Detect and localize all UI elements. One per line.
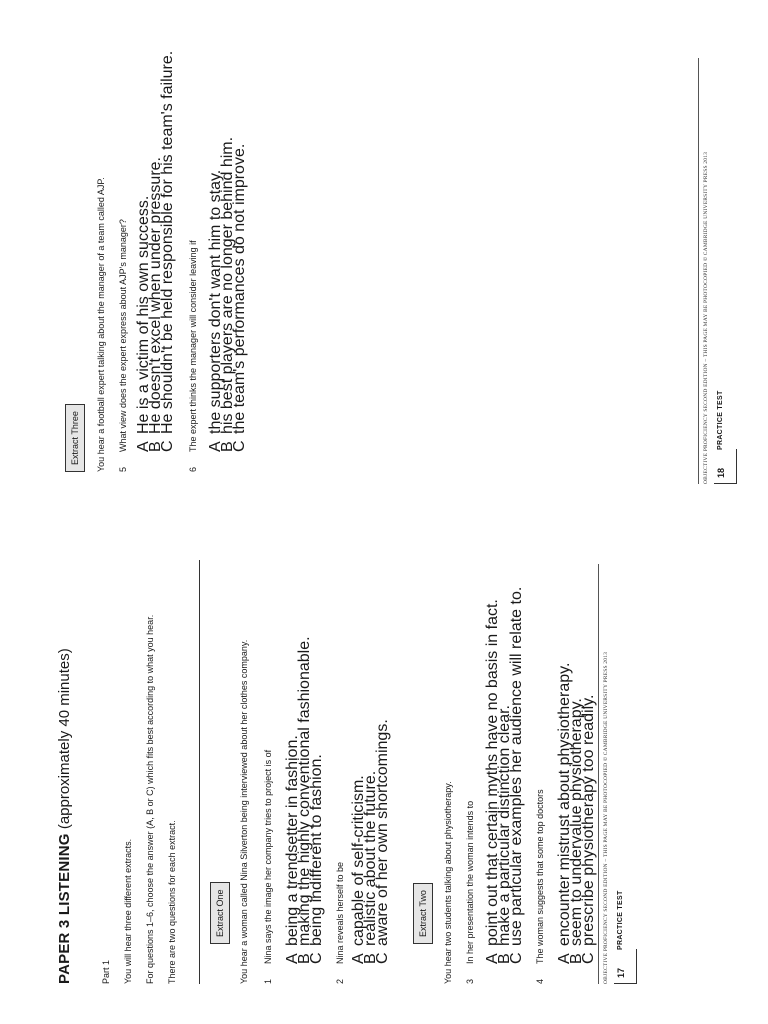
rotated-page-spread: PAPER 3 LISTENING (approximately 40 minutes) Part 1 You will hear three different extracts. For questions 1–6, choose the answer (A, B or C) which fits best according to what you hear. There are two questions for each extract. Extract One You hear a woman called Nina Silverton being interviewed about her clothes company. 1 Nina says the image her company tries to project is of A being a trendsetter in fashion. B making the highly conventional fashionable. C being indifferent to fashion. 2 Nina reveals herself to be A capable of self-criticism. B realistic about the future. C aware of her own shortcomings. Extract Two You hear two students talking about physiotherapy. 3 In her presentation the woman intends to A point out that certain myths have no basis in fact. B make a particular distinction clear. C use particular examples her audience will relate to. 4 The woman suggests that some top doctors A encounter mistrust about physiotherapy. B seem to undervalue physiotherapy. C prescribe physiotherapy too readily. OBJECTIVE PROFICIENCY SECOND EDITION – THIS PAGE MAY BE PHOTOCOPIED © CAMBRIDGE UNIVERSITY PRESS 2013 17 PRACTICE TEST Extract Three You hear a football expert talking about the manager of a team called AJP. 5 What view does the expert express about AJP's manager? A He is a victim of his own success. B He doesn't excel when under pressure. C He shouldn't be held responsible for his team's failure. 6 The expert thinks the manager will consider leaving if A the supporters don't want him to stay. B his best players are no longer behind him. C the team's performances do not improve. OBJECTIVE PROFICIENCY SECOND EDITION – THIS PAGE MAY BE PHOTOCOPIED © CAMBRIDGE UNIVERSITY PRESS 2013 18 PRACTICE TEST — [0, 0, 768, 1024]
left-page-number: 17 — [614, 949, 637, 984]
extract-three-label: Extract Three — [65, 404, 85, 472]
part-heading: Part 1 — [101, 959, 111, 984]
extract-two-intro: You hear two students talking about physiotherapy. — [443, 781, 453, 984]
right-footer-rule — [698, 58, 699, 484]
left-section-label: PRACTICE TEST — [617, 890, 624, 950]
extract-two-label: Extract Two — [413, 883, 433, 944]
extract-three-intro: You hear a football expert talking about the manager of a team called AJP. — [96, 177, 106, 472]
right-section-label: PRACTICE TEST — [717, 390, 724, 450]
instruction-1: You will hear three different extracts. — [123, 838, 133, 984]
left-footer-rule — [598, 564, 599, 984]
instruction-2: For questions 1–6, choose the answer (A, B or C) which fits best according to what you hear. — [145, 614, 155, 984]
right-footer-copyright: OBJECTIVE PROFICIENCY SECOND EDITION – THIS PAGE MAY BE PHOTOCOPIED © CAMBRIDGE UNIVERSITY PRESS 2013 — [703, 151, 709, 484]
extract-one-intro: You hear a woman called Nina Silverton being interviewed about her clothes company. — [239, 639, 249, 984]
left-footer-copyright: OBJECTIVE PROFICIENCY SECOND EDITION – THIS PAGE MAY BE PHOTOCOPIED © CAMBRIDGE UNIVERSITY PRESS 2013 — [603, 651, 609, 984]
page-title: PAPER 3 LISTENING (approximately 40 minutes) — [56, 648, 73, 984]
extract-one-label: Extract One — [210, 882, 230, 944]
section-divider — [199, 560, 200, 984]
right-page-number: 18 — [714, 449, 737, 484]
instruction-3: There are two questions for each extract. — [167, 820, 177, 984]
